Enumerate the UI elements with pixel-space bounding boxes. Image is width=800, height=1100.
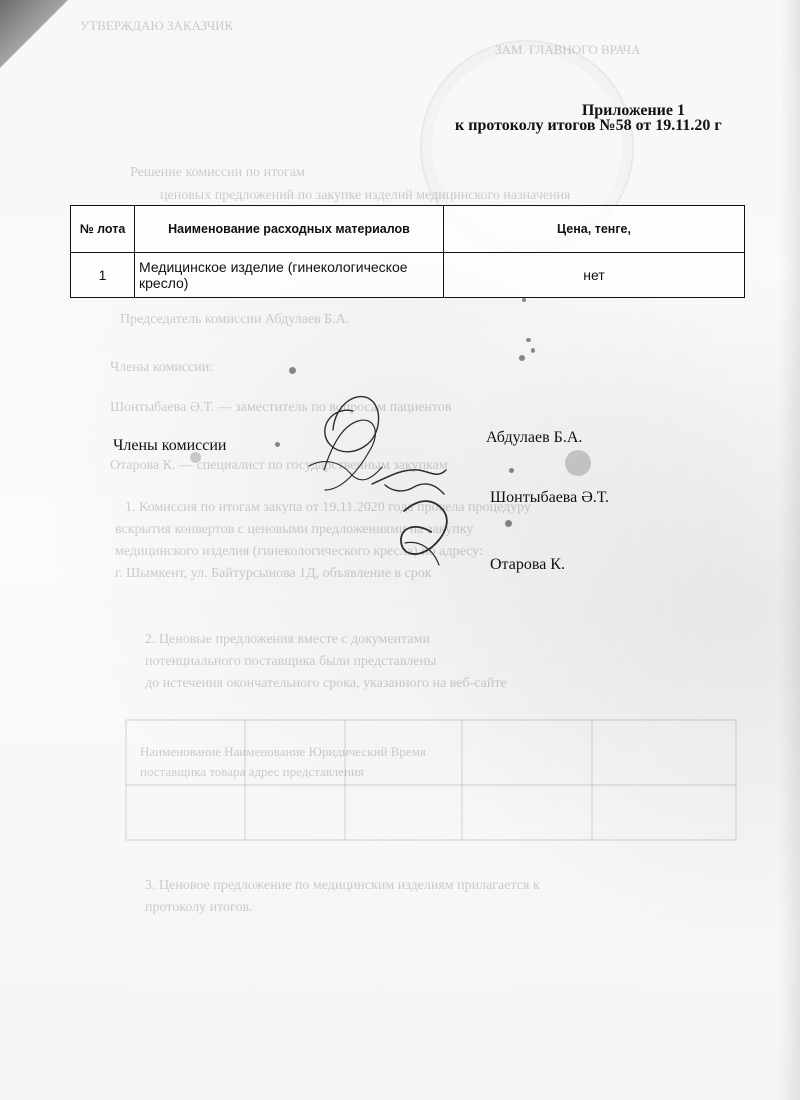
commission-member-1: Абдулаев Б.А. (486, 429, 583, 446)
bleed-through-text-11: медицинского изделия (гинекологического кресла) по адресу: (115, 544, 483, 559)
signature-1-tail (309, 462, 382, 480)
bleed-through-text-2: ЗАМ. ГЛАВНОГО ВРАЧА (495, 42, 641, 57)
bleed-through-text-18: 3. Ценовое предложение по медицинским изделиям прилагается к (145, 878, 540, 893)
commission-members-label: Члены комиссии (113, 437, 227, 454)
bleed-through-text-7: Шонтыбаева Ә.Т. — заместитель по вопросам пациентов (110, 400, 452, 415)
price-header: Цена, тенге, (444, 206, 745, 253)
material-name-cell: Медицинское изделие (гинекологическое кресло) (135, 253, 444, 298)
commission-member-3: Отарова К. (490, 556, 565, 573)
scan-speck (526, 338, 531, 342)
signature-2-lower (385, 484, 444, 494)
bleed-through-text-9: 1. Комиссия по итогам закупа от 19.11.2020 года провела процедуру (125, 500, 531, 515)
bleed-through-text-3: Решение комиссии по итогам (130, 165, 305, 180)
bleed-through-text-14: потенциального поставщика были представлены (145, 654, 437, 669)
lot-number-cell: 1 (71, 253, 135, 298)
scan-speck (275, 442, 280, 447)
scan-speck (509, 468, 514, 473)
bleed-through-text-13: 2. Ценовые предложения вместе с документами (145, 632, 430, 647)
scan-speck (519, 355, 525, 361)
commission-member-2: Шонтыбаева Ә.Т. (490, 489, 609, 506)
bleed-through-text-15: до истечения окончательного срока, указанного на веб-сайте (145, 676, 507, 691)
bleed-through-text-4: ценовых предложений по закупке изделий медицинского назначения (160, 188, 571, 203)
bleed-through-text-12: г. Шымкент, ул. Байтурсынова 1Д, объявление в срок (115, 566, 432, 581)
scan-stain (190, 452, 201, 463)
lot-number-header: № лота (71, 206, 135, 253)
bleed-through-text-10: вскрытия конвертов с ценовыми предложениями на закупку (115, 522, 474, 537)
scan-speck (531, 348, 535, 353)
signature-1-stroke (324, 420, 375, 490)
scan-speck (289, 367, 296, 374)
bleed-through-text-5: Председатель комиссии Абдулаев Б.А. (120, 312, 350, 327)
material-name-header: Наименование расходных материалов (135, 206, 444, 253)
bleed-through-text-17: поставщика товара адрес представления (140, 764, 364, 779)
scan-stain (565, 450, 591, 476)
bleed-through-text-1: УТВЕРЖДАЮ ЗАКАЗЧИК (80, 18, 234, 33)
bleed-through-text-8: Отарова К. — специалист по государственным закупкам (110, 458, 448, 473)
scan-speck (522, 298, 526, 302)
appendix-title: Приложение 1 (581, 102, 685, 119)
price-cell: нет (444, 253, 745, 298)
bleed-through-text-6: Члены комиссии: (110, 360, 214, 375)
signature-2-main (372, 470, 446, 484)
scan-speck (505, 520, 512, 527)
bleed-through-text-16: Наименование Наименование Юридический Время (140, 744, 426, 759)
protocol-reference: к протоколу итогов №58 от 19.11.20 г (455, 117, 722, 134)
bleed-through-text-19: протоколу итогов. (145, 900, 253, 915)
